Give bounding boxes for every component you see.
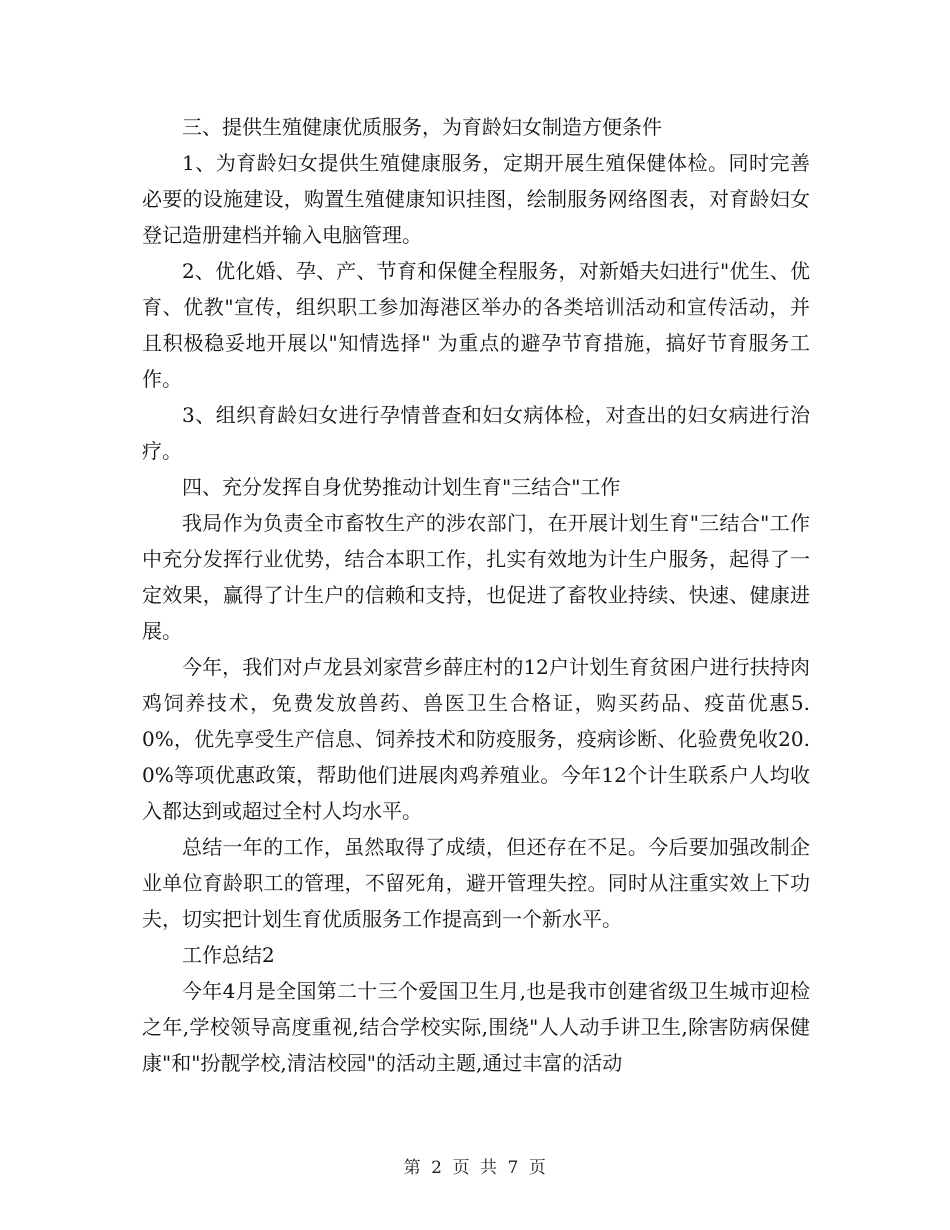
footer-label-di: 第 <box>403 1158 422 1178</box>
paragraph-april: 今年4月是全国第二十三个爱国卫生月,也是我市创建省级卫生城市迎检之年,学校领导高度重视,结合学校实际,围绕"人人动手讲卫生,除害防病保健康"和"扮靓学校,清洁校园"的活动主题,通过丰富的活动 <box>142 979 810 1075</box>
document-body <box>142 109 810 1081</box>
paragraph-item-1: 1、为育龄妇女提供生殖健康服务，定期开展生殖保健体检。同时完善必要的设施建设，购置生殖健康知识挂图，绘制服务网络图表，对育龄妇女登记造册建档并输入电脑管理。 <box>142 151 810 247</box>
paragraph-bureau: 我局作为负责全市畜牧生产的涉农部门，在开展计划生育"三结合"工作中充分发挥行业优势，结合本职工作，扎实有效地为计生户服务，起得了一定效果，赢得了计生户的信赖和支持，也促进了畜牧业持续、快速、健康进展。 <box>142 511 810 643</box>
footer-label-ye-2: 页 <box>528 1158 547 1178</box>
footer-total-pages: 7 <box>507 1158 519 1178</box>
footer-current-page: 2 <box>431 1158 443 1178</box>
footer-label-ye: 页 <box>452 1158 470 1178</box>
section-heading-summary-2: 工作总结2 <box>182 943 275 967</box>
paragraph-summary: 总结一年的工作，虽然取得了成绩，但还存在不足。今后要加强改制企业单位育龄职工的管理，不留死角，避开管理失控。同时从注重实效上下功夫，切实把计划生育优质服务工作提高到一个新水平。 <box>142 835 810 931</box>
paragraph-item-3: 3、组织育龄妇女进行孕情普查和妇女病体检，对查出的妇女病进行治疗。 <box>142 403 810 463</box>
footer-label-gong: 共 <box>480 1158 498 1178</box>
section-heading-3: 三、提供生殖健康优质服务，为育龄妇女制造方便条件 <box>182 115 662 139</box>
paragraph-this-year: 今年，我们对卢龙县刘家营乡薛庄村的12户计划生育贫困户进行扶持肉鸡饲养技术，免费发放兽药、兽医卫生合格证，购买药品、疫苗优惠5.0%，优先享受生产信息、饲养技术和防疫服务，疫病诊断、化验费免收20.0%等项优惠政策，帮助他们进展肉鸡养殖业。今年12个计生联系户人均收入都达到或超过全村人均水平。 <box>142 655 810 823</box>
section-heading-4: 四、充分发挥自身优势推动计划生育"三结合"工作 <box>182 475 621 499</box>
paragraph-item-2: 2、优化婚、孕、产、节育和保健全程服务，对新婚夫妇进行"优生、优育、优教"宣传，组织职工参加海港区举办的各类培训活动和宣传活动，并且积极稳妥地开展以"知情选择" 为重点的避孕节育措施，搞好节育服务工作。 <box>142 259 810 391</box>
page-footer <box>0 1153 950 1178</box>
